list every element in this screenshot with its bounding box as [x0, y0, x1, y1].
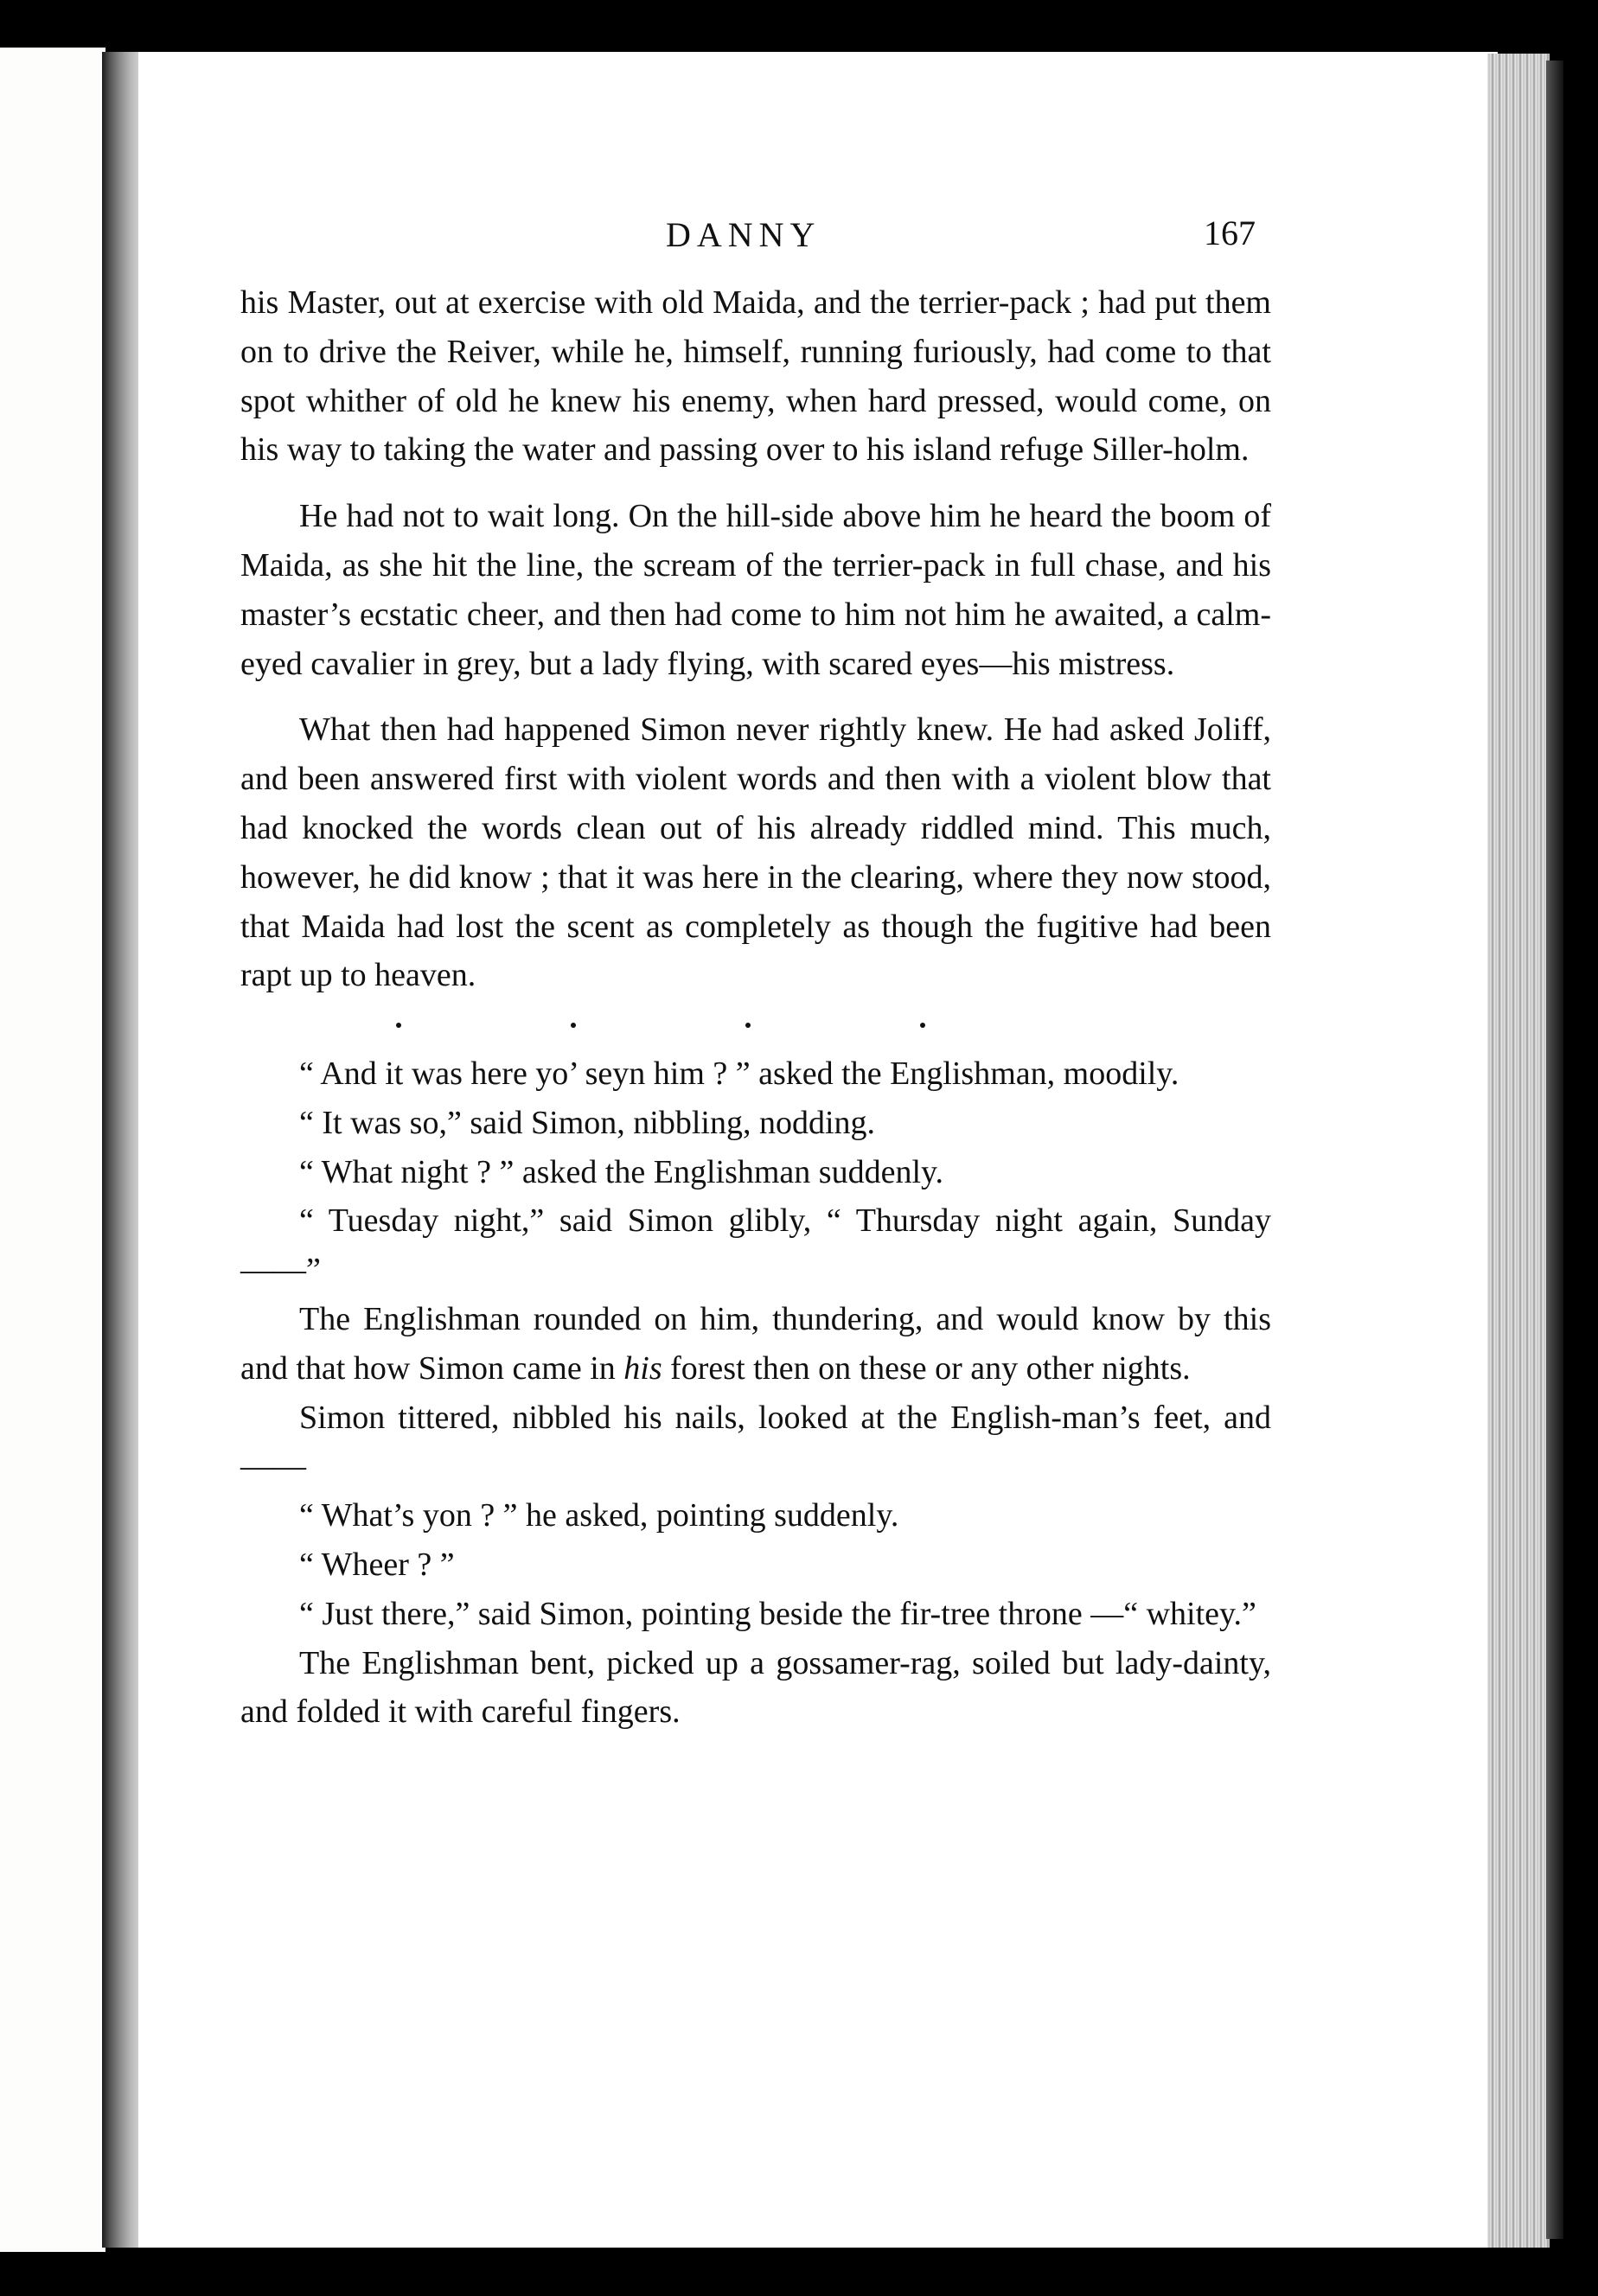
book-cover-edge: [1546, 61, 1563, 2239]
left-page-edge: [0, 48, 105, 2252]
page-stack-edge: [1487, 54, 1550, 2248]
paragraph-2: He had not to wait long. On the hill-side above him he heard the boom of Maida, as she hit the line, the scream of the terrier-pack in full chase, and his master’s ecstatic cheer, and then had come to him not him he awaited, a calm-eyed cavalier in grey, but a lady flying, with scared eyes—his mistress.: [240, 498, 1271, 682]
paragraph-8-italic: his: [623, 1349, 662, 1387]
paragraph-13: The Englishman bent, picked up a gossamer-rag, soiled but lady-dainty, and folded it with careful fingers.: [240, 1644, 1271, 1731]
break-dot: [396, 1023, 401, 1028]
page-body: [240, 278, 1271, 1737]
paragraph-12: “ Just there,” said Simon, pointing beside the fir-tree throne —“ whitey.”: [299, 1595, 1256, 1632]
section-break: [240, 1000, 1271, 1049]
paragraph-4: “ And it was here yo’ seyn him ? ” asked the Englishman, moodily.: [299, 1055, 1179, 1092]
paragraph-8: [240, 1295, 1271, 1394]
break-dot: [571, 1023, 576, 1028]
paragraph-5: “ It was so,” said Simon, nibbling, nodding.: [299, 1104, 876, 1141]
page-number: 167: [1204, 214, 1256, 252]
paragraph-10: “ What’s yon ? ” he asked, pointing suddenly.: [299, 1497, 899, 1534]
paragraph-11: “ Wheer ? ”: [299, 1546, 455, 1583]
paragraph-8-end: forest then on these or any other nights.: [662, 1349, 1191, 1387]
paragraph-3: What then had happened Simon never rightly knew. He had asked Joliff, and been answered first with violent words and then with a violent blow that had knocked the words clean out of his already riddled mind. This much, however, he did know ; that it was here in the clearing, where they now stood, that Maida had lost the scent as completely as though the fugitive had been rapt up to heaven.: [240, 711, 1271, 994]
book-gutter: [102, 52, 142, 2248]
paragraph-6: “ What night ? ” asked the Englishman suddenly.: [299, 1153, 944, 1190]
paragraph-8-start: The Englishman rounded on him, thundering, and would know by this and that how Simon came in: [240, 1300, 1271, 1387]
paragraph-1: his Master, out at exercise with old Maida, and the terrier-pack ; had put them on to drive the Reiver, while he, himself, running furiously, had come to that spot whither of old he knew his enemy, when hard pressed, would come, on his way to taking the water and passing over to his island refuge Siller-holm.: [240, 284, 1271, 469]
break-dot: [920, 1023, 925, 1028]
running-head: DANNY: [666, 215, 821, 254]
break-dot: [745, 1023, 751, 1028]
paragraph-7: “ Tuesday night,” said Simon glibly, “ Thursday night again, Sunday——”: [240, 1202, 1271, 1289]
paragraph-9: Simon tittered, nibbled his nails, looked at the English-man’s feet, and——: [240, 1399, 1271, 1485]
